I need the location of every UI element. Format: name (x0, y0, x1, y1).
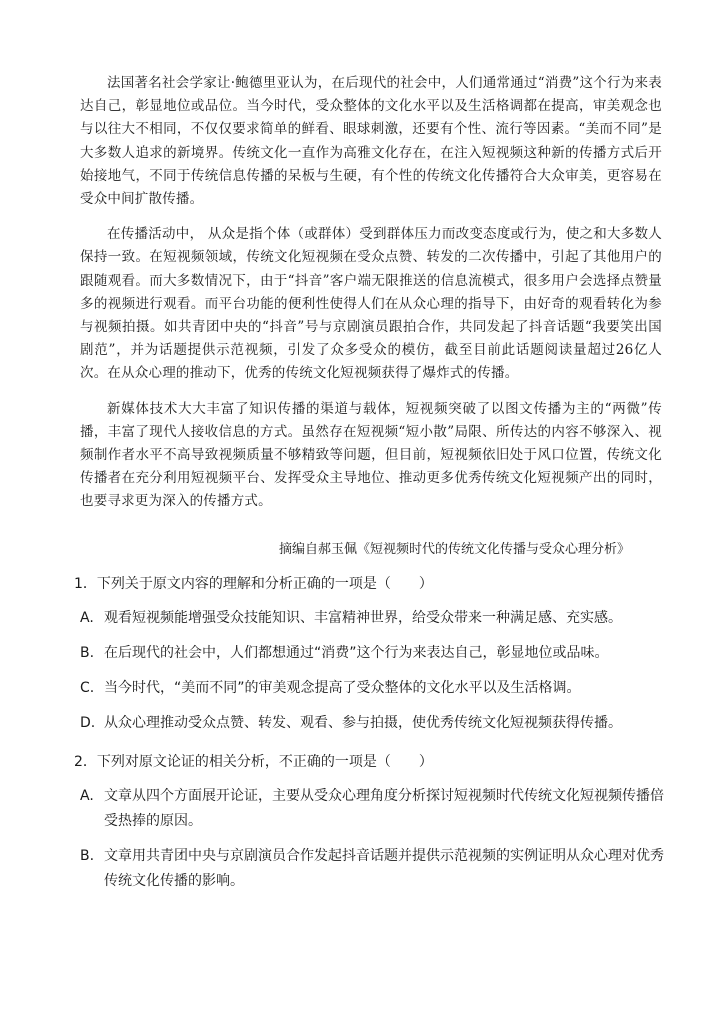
option-letter: A. (80, 788, 94, 804)
option-text: 观看短视频能增强受众技能知识、丰富精神世界，给受众带来一种满足感、充实感。 (104, 610, 622, 626)
question-1 (74, 572, 674, 736)
passage-source: 摘编自郝玉佩《短视频时代的传统文化传播与受众心理分析》 (278, 542, 630, 557)
question-2-stem: 2．下列对原文论证的相关分析，不正确的一项是（ ） (74, 754, 433, 770)
passage-paragraph-2: 在传播活动中， 从众是指个体（或群体）受到群体压力而改变态度或行为，使之和大多数人保持一致。在短视频领域，传统文化短视频在受众点赞、转发的二次传播中，引起了其他用户的跟随观看。而大多数情况下，由于“抖音”客户端无限推送的信息流模式，很多用户会选择点赞量多的视频进行观看。而平台功能的便利性使得人们在从众心理的指导下，由好奇的观看转化为参与视频拍摄。如共青团中央的“抖音”号与京剧演员跟拍合作，共同发起了抖音话题“我要笑出国剧范”，并为话题提供示范视频，引发了众多受众的模仿，截至目前此话题阅读量超过26亿人次。在从众心理的推动下，优秀的传统文化短视频获得了爆炸式的传播。 (80, 226, 662, 382)
option-letter: B. (80, 848, 95, 864)
question-1-option-b[interactable] (74, 641, 674, 666)
passage-paragraph-3: 新媒体技术大大丰富了知识传播的渠道与载体，短视频突破了以图文传播为主的“两微”传播，丰富了现代人接收信息的方式。虽然存在短视频“短小散”局限、所传达的内容不够深入、视频制作者水平不高导致视频质量不够精致等问题，但目前，短视频依旧处于风口位置，传统文化传播者在充分利用短视频平台、发挥受众主导地位、推动更多优秀传统文化短视频产出的同时，也要寻求更为深入的传播方式。 (80, 400, 662, 510)
option-letter: D. (80, 715, 96, 731)
option-text: 从众心理推动受众点赞、转发、观看、参与拍摄，使优秀传统文化短视频获得传播。 (104, 715, 622, 731)
question-1-option-a[interactable] (74, 606, 674, 631)
question-2-option-b[interactable] (74, 844, 674, 894)
option-text: 文章用共青团中央与京剧演员合作发起抖音话题并提供示范视频的实例证明从众心理对优秀传统文化传播的影响。 (104, 848, 664, 889)
question-1-option-d[interactable] (74, 711, 674, 736)
passage-paragraph-1: 法国著名社会学家让·鲍德里亚认为，在后现代的社会中，人们通常通过“消费”这个行为来表达自己，彰显地位或品位。当今时代，受众整体的文化水平以及生活格调都在提高，审美观念也与以往大不相同，不仅仅要求简单的鲜看、眼球刺激，还要有个性、流行等因素。“美而不同”是大多数人追求的新境界。传统文化一直作为高雅文化存在，在注入短视频这种新的传播方式后开始接地气，不同于传统信息传播的呆板与生硬，有个性的传统文化传播符合大众审美，更容易在受众中间扩散传播。 (80, 75, 662, 208)
option-text: 在后现代的社会中，人们都想通过“消费”这个行为来表达自己，彰显地位或品味。 (104, 645, 609, 661)
option-letter: B. (80, 645, 95, 661)
question-1-option-c[interactable] (74, 676, 674, 701)
option-text: 文章从四个方面展开论证，主要从受众心理角度分析探讨短视频时代传统文化短视频传播倍受热捧的原因。 (104, 788, 664, 829)
question-2 (74, 750, 674, 894)
reading-passage (80, 72, 662, 526)
option-letter: C. (80, 680, 95, 696)
question-2-option-a[interactable] (74, 784, 674, 834)
option-text: 当今时代，“美而不同”的审美观念提高了受众整体的文化水平以及生活格调。 (104, 680, 581, 696)
question-1-stem: 1．下列关于原文内容的理解和分析正确的一项是（ ） (74, 576, 433, 592)
option-letter: A. (80, 610, 94, 626)
